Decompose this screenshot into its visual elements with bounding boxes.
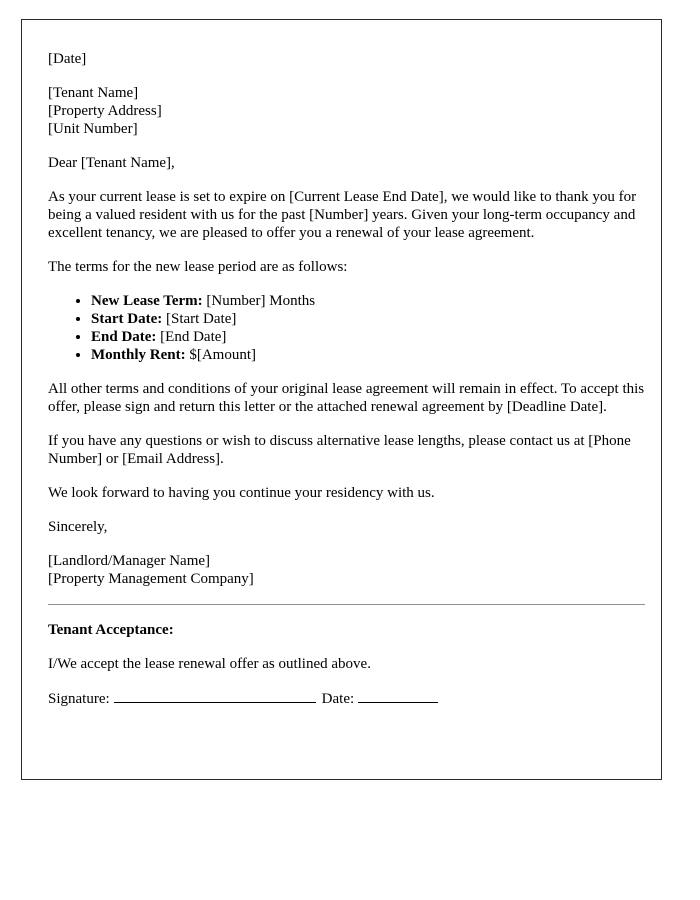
term-label: New Lease Term:	[91, 293, 203, 309]
closing-paragraph: We look forward to having you continue your residency with us.	[48, 485, 435, 501]
term-item-lease-term	[91, 292, 645, 310]
term-value: [Start Date]	[162, 311, 237, 327]
letter-date: [Date]	[48, 51, 87, 67]
sender-company: [Property Management Company]	[48, 571, 254, 587]
signature-blank-line	[114, 689, 316, 703]
contact-paragraph: If you have any questions or wish to discuss alternative lease lengths, please contact us at [Phone Number] or [Email Address].	[48, 433, 631, 467]
recipient-block	[48, 84, 645, 138]
terms-intro: The terms for the new lease period are as follows:	[48, 259, 348, 275]
date-label: Date:	[321, 691, 355, 707]
term-item-monthly-rent	[91, 346, 645, 364]
term-label: Monthly Rent:	[91, 347, 186, 363]
sign-off: Sincerely,	[48, 519, 108, 535]
signature-row	[48, 689, 645, 708]
term-value: [End Date]	[156, 329, 227, 345]
signature-label: Signature:	[48, 691, 110, 707]
recipient-unit: [Unit Number]	[48, 121, 138, 137]
lease-renewal-letter	[21, 19, 662, 780]
conditions-paragraph: All other terms and conditions of your original lease agreement will remain in effect. To accept this offer, please sign and return this letter or the attached renewal agreement by [Deadline Date].	[48, 381, 645, 415]
term-item-end-date	[91, 328, 645, 346]
term-label: End Date:	[91, 329, 157, 345]
intro-paragraph: As your current lease is set to expire on [Current Lease End Date], we would like to thank you for being a valued resident with us for the past [Number] years. Given your long-term occupancy and excellent tenancy, we are pleased to offer you a renewal of your lease agreement.	[48, 189, 637, 241]
date-blank-line	[358, 689, 438, 703]
term-value: $[Amount]	[185, 347, 256, 363]
sender-name: [Landlord/Manager Name]	[48, 553, 211, 569]
acceptance-heading: Tenant Acceptance:	[48, 622, 174, 638]
section-divider	[48, 604, 645, 605]
sender-block	[48, 552, 645, 588]
term-item-start-date	[91, 310, 645, 328]
acceptance-statement: I/We accept the lease renewal offer as outlined above.	[48, 656, 371, 672]
term-label: Start Date:	[91, 311, 163, 327]
salutation: Dear [Tenant Name],	[48, 155, 175, 171]
recipient-name: [Tenant Name]	[48, 85, 139, 101]
lease-terms-list	[48, 292, 645, 364]
recipient-address: [Property Address]	[48, 103, 162, 119]
term-value: [Number] Months	[202, 293, 316, 309]
